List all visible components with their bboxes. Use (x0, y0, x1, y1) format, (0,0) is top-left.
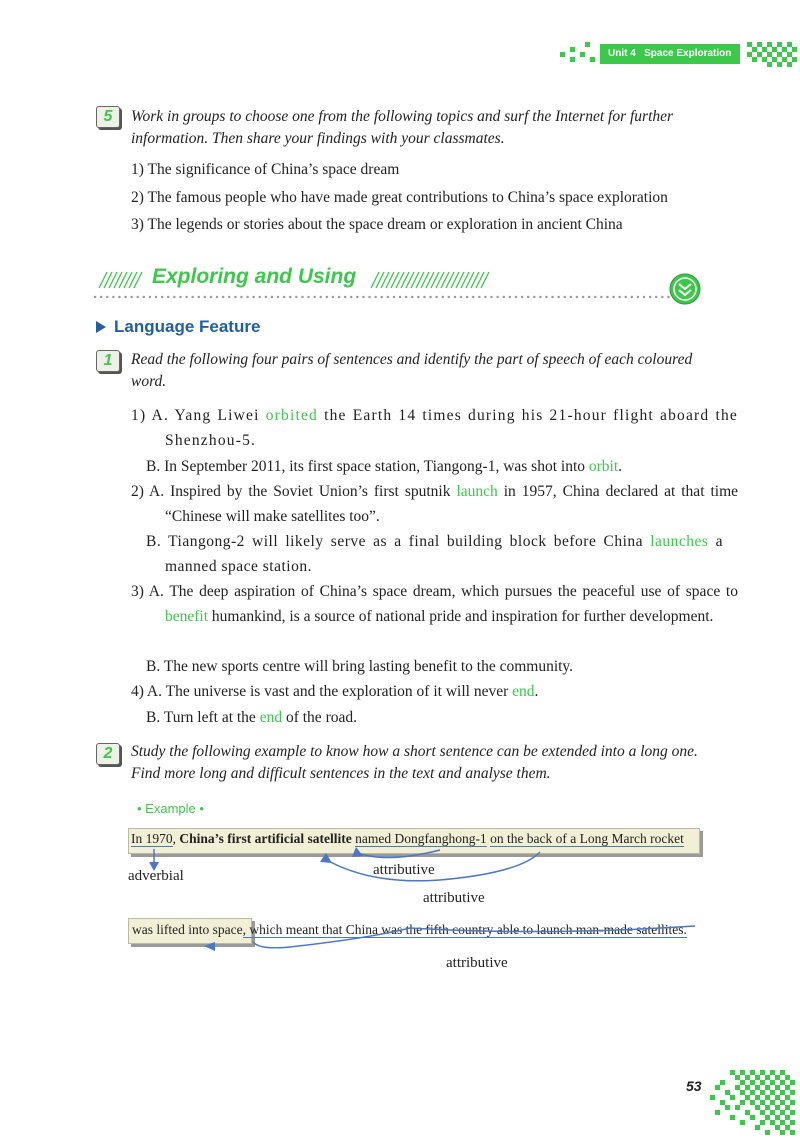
sentence-item (131, 679, 738, 704)
phrase-subject: China’s first artificial satellite (179, 831, 352, 846)
sentence-text: The new sports centre will bring lasting benefit to the community. (163, 658, 574, 675)
sentence-text: a manned space station. (165, 533, 723, 575)
sentence-text: humankind, is a source of national pride and inspiration for further development. (208, 608, 714, 625)
sentence-text: The universe is vast and the exploration of it will never (165, 683, 513, 700)
item-label: B. (146, 658, 161, 675)
unit-banner (600, 44, 740, 64)
phrase-adverbial: In 1970 (131, 831, 173, 846)
subsection-title: Language Feature (114, 317, 261, 336)
unit-number: Unit 4 (608, 48, 636, 59)
phrase-attributive-1: named Dongfanghong-1 (355, 831, 487, 846)
item-label: B. (146, 533, 162, 550)
sentence-text: Inspired by the Soviet Union’s first sputnik (170, 483, 457, 500)
hatch-decoration-left (95, 270, 145, 290)
arrow-head (352, 847, 363, 857)
coloured-word: end (512, 683, 535, 700)
dotted-divider (92, 293, 672, 301)
phrase-predicate: was lifted into space (132, 922, 243, 937)
arrow-head (204, 942, 215, 951)
clause-attributive: , which meant that China was the fifth country able to launch man-made satellites. (242, 922, 687, 937)
item-label: B. (146, 458, 161, 475)
sentence-text: of the road. (282, 709, 357, 726)
attributive-arrow-3 (253, 926, 695, 948)
sentence-item (146, 654, 723, 679)
hatch-decoration-right (368, 270, 493, 290)
activity-number-badge: 5 (96, 106, 120, 128)
sentence-item (146, 529, 723, 579)
triangle-bullet-icon (95, 320, 107, 334)
sentence-item (131, 403, 738, 453)
coloured-word: orbited (265, 407, 318, 424)
punctuation: , (172, 831, 180, 846)
activity-number-badge: 1 (96, 350, 120, 372)
coloured-word: launches (650, 533, 709, 550)
sentence-text: Turn left at the (163, 709, 260, 726)
arrow-head (320, 853, 332, 863)
activity-number-badge: 2 (96, 743, 120, 765)
item-label: 2) A. (131, 483, 165, 500)
sentence-item (131, 479, 738, 529)
coloured-word: orbit (588, 458, 619, 475)
sentence-text: Tiangong-2 will likely serve as a final building block before China (168, 533, 651, 550)
topic-item: 1) The significance of China’s space dream (131, 161, 400, 178)
item-label: 4) A. (131, 683, 162, 700)
sentence-text: Yang Liwei (174, 407, 266, 424)
sentence-text: in 1957, China declared at that time “Chinese will make satellites too”. (165, 483, 739, 525)
sentence-text: the Earth 14 times during his 21-hour flight aboard the Shenzhou-5. (165, 407, 738, 449)
coloured-word: end (259, 709, 283, 726)
activity-instruction: Study the following example to know how a short sentence can be extended into a long one. Find more long and difficult sentences in the text and analyse them. (131, 743, 698, 782)
label-attributive: attributive (446, 955, 508, 971)
topic-item: 2) The famous people who have made great contributions to China’s space exploration (131, 189, 668, 206)
sentence-item (146, 454, 723, 479)
unit-title: Space Exploration (644, 48, 732, 59)
item-label: B. (146, 709, 161, 726)
page-number: 53 (686, 1078, 702, 1094)
coloured-word: benefit (165, 608, 209, 625)
example-label: • Example • (137, 801, 204, 816)
activity-instruction: Work in groups to choose one from the following topics and surf the Internet for further information. Then share your findings with your classmates. (131, 108, 674, 147)
label-attributive: attributive (373, 862, 435, 878)
label-attributive: attributive (423, 890, 485, 906)
label-adverbial: adverbial (128, 868, 184, 884)
sentence-item (146, 705, 723, 730)
attributive-arrow-1 (355, 850, 440, 858)
annotation-arrows (120, 840, 720, 960)
coloured-word: launch (456, 483, 498, 500)
section-title: Exploring and Using (152, 265, 357, 288)
item-label: 1) A. (131, 407, 170, 424)
phrase-attributive-2: on the back of a Long March rocket (490, 831, 684, 846)
sentence-text: In September 2011, its first space station, Tiangong-1, was shot into (164, 458, 589, 475)
footer-pixel-pattern (700, 1068, 800, 1138)
chevron-down-icon (668, 272, 702, 306)
sentence-text: . (618, 458, 623, 475)
sentence-text: . (534, 683, 539, 700)
sentence-text: The deep aspiration of China’s space dream, which pursues the peaceful use of space to (169, 583, 738, 600)
item-label: 3) A. (131, 583, 164, 600)
topic-item: 3) The legends or stories about the space dream or exploration in ancient China (131, 216, 623, 233)
activity-instruction: Read the following four pairs of sentences and identify the part of speech of each coloured word. (131, 351, 693, 390)
sentence-item (131, 579, 738, 629)
